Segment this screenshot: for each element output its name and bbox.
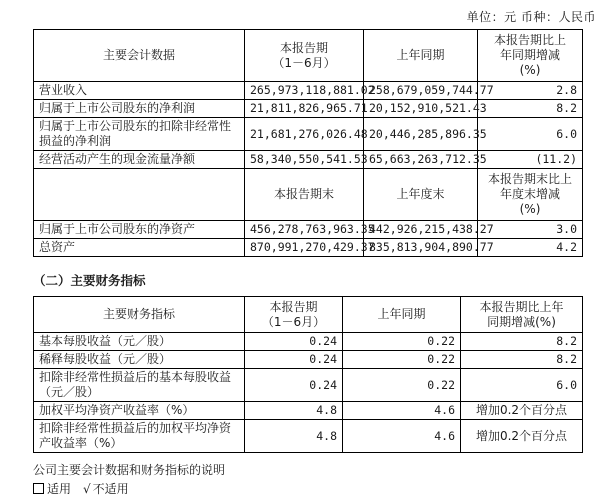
header-item: 主要会计数据 bbox=[34, 30, 245, 82]
cell-change: 6.0 bbox=[461, 369, 583, 402]
empty-checkbox-icon bbox=[33, 483, 44, 494]
cell-change: 8.2 bbox=[478, 100, 583, 118]
table-header-row bbox=[34, 30, 583, 82]
cell-current: 456,278,763,963.35 bbox=[245, 221, 364, 239]
currency-unit-note: 单位：元 币种：人民币 bbox=[466, 10, 596, 24]
row-label: 归属于上市公司股东的净资产 bbox=[34, 221, 245, 239]
row-label: 基本每股收益（元／股） bbox=[34, 333, 245, 351]
table-row bbox=[34, 420, 583, 453]
cell-change: 4.2 bbox=[478, 239, 583, 257]
table-row bbox=[34, 100, 583, 118]
cell-prior: 0.22 bbox=[343, 351, 461, 369]
header-prior: 上年同期 bbox=[343, 297, 461, 333]
key-financial-indicators-table bbox=[33, 296, 583, 453]
key-accounting-data-table bbox=[33, 29, 583, 257]
header-current: 本报告期 （1－6月） bbox=[245, 30, 364, 82]
row-label: 归属于上市公司股东的扣除非经常性损益的净利润 bbox=[34, 118, 245, 151]
cell-change: 2.8 bbox=[478, 82, 583, 100]
row-label: 经营活动产生的现金流量净额 bbox=[34, 151, 245, 169]
table-row bbox=[34, 333, 583, 351]
row-label: 归属于上市公司股东的净利润 bbox=[34, 100, 245, 118]
table-row bbox=[34, 369, 583, 402]
subheader-change: 本报告期末比上 年度末增减 (%) bbox=[478, 169, 583, 221]
cell-current: 21,811,826,965.71 bbox=[245, 100, 364, 118]
section-heading-financial-indicators: （二）主要财务指标 bbox=[33, 273, 146, 288]
row-label: 稀释每股收益（元／股） bbox=[34, 351, 245, 369]
cell-current: 0.24 bbox=[245, 333, 343, 351]
cell-change: 8.2 bbox=[461, 351, 583, 369]
cell-current: 265,973,118,881.02 bbox=[245, 82, 364, 100]
subheader-prior: 上年度末 bbox=[364, 169, 478, 221]
cell-prior: 65,663,263,712.35 bbox=[364, 151, 478, 169]
cell-current: 0.24 bbox=[245, 369, 343, 402]
cell-current: 4.8 bbox=[245, 402, 343, 420]
cell-change: 增加0.2个百分点 bbox=[461, 420, 583, 453]
cell-current: 4.8 bbox=[245, 420, 343, 453]
header-item: 主要财务指标 bbox=[34, 297, 245, 333]
table-row bbox=[34, 239, 583, 257]
header-change: 本报告期比上 年同期增减 (%) bbox=[478, 30, 583, 82]
table-row bbox=[34, 118, 583, 151]
option-not-apply-label: 不适用 bbox=[92, 482, 129, 496]
cell-prior: 0.22 bbox=[343, 369, 461, 402]
cell-prior: 20,446,285,896.35 bbox=[364, 118, 478, 151]
cell-current: 21,681,276,026.48 bbox=[245, 118, 364, 151]
header-current: 本报告期 （1－6月） bbox=[245, 297, 343, 333]
note-title: 公司主要会计数据和财务指标的说明 bbox=[33, 463, 226, 477]
cell-current: 58,340,550,541.53 bbox=[245, 151, 364, 169]
subheader-current: 本报告期末 bbox=[245, 169, 364, 221]
cell-change: 8.2 bbox=[461, 333, 583, 351]
table-row bbox=[34, 82, 583, 100]
cell-change: 增加0.2个百分点 bbox=[461, 402, 583, 420]
row-label: 加权平均净资产收益率（%） bbox=[34, 402, 245, 420]
cell-change: (11.2) bbox=[478, 151, 583, 169]
cell-prior: 835,813,904,890.77 bbox=[364, 239, 478, 257]
header-change: 本报告期比上年 同期增减(%) bbox=[461, 297, 583, 333]
row-label: 扣除非经常性损益后的基本每股收益（元／股） bbox=[34, 369, 245, 402]
applicability-options bbox=[33, 480, 129, 497]
table-subheader-row bbox=[34, 169, 583, 221]
subheader-empty bbox=[34, 169, 245, 221]
row-label: 总资产 bbox=[34, 239, 245, 257]
table-row bbox=[34, 151, 583, 169]
table-header-row bbox=[34, 297, 583, 333]
option-apply-label: 适用 bbox=[47, 482, 72, 496]
table-row bbox=[34, 221, 583, 239]
cell-current: 870,991,270,429.37 bbox=[245, 239, 364, 257]
checkmark-icon: √ bbox=[83, 482, 91, 496]
cell-prior: 4.6 bbox=[343, 420, 461, 453]
cell-prior: 442,926,215,438.27 bbox=[364, 221, 478, 239]
header-prior: 上年同期 bbox=[364, 30, 478, 82]
table-row bbox=[34, 402, 583, 420]
cell-current: 0.24 bbox=[245, 351, 343, 369]
cell-change: 3.0 bbox=[478, 221, 583, 239]
cell-prior: 4.6 bbox=[343, 402, 461, 420]
row-label: 营业收入 bbox=[34, 82, 245, 100]
cell-prior: 0.22 bbox=[343, 333, 461, 351]
cell-prior: 258,679,059,744.77 bbox=[364, 82, 478, 100]
cell-prior: 20,152,910,521.43 bbox=[364, 100, 478, 118]
table-row bbox=[34, 351, 583, 369]
row-label: 扣除非经常性损益后的加权平均净资产收益率（%） bbox=[34, 420, 245, 453]
cell-change: 6.0 bbox=[478, 118, 583, 151]
